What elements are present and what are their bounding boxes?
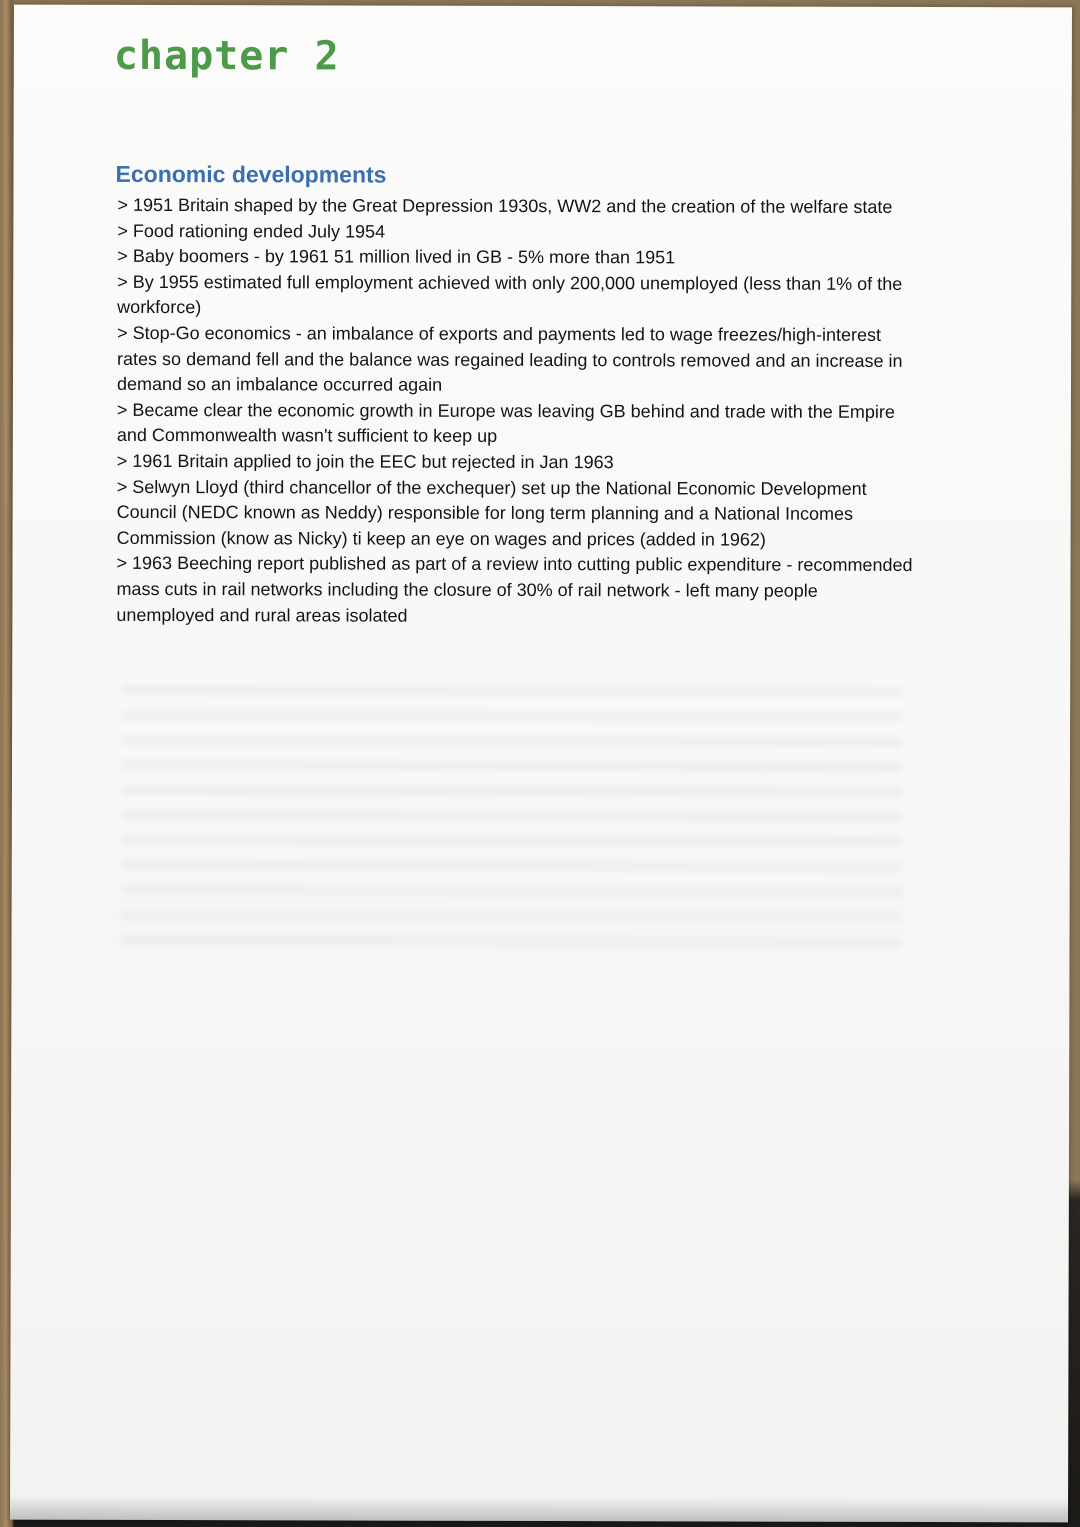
note-item: > 1951 Britain shaped by the Great Depression 1930s, WW2 and the creation of the welfare state [117,194,893,217]
note-item: > Baby boomers - by 1961 51 million lived in GB - 5% more than 1951 [117,246,676,268]
note-item: > 1963 Beeching report published as part of a review into cutting public expenditure - recommended mass cuts in rail networks including the closure of 30% of rail network - left many people unemployed and rural areas isolated [116,553,913,626]
show-through-text [121,675,902,957]
page-shadow [10,1496,1068,1523]
notes-list [116,193,917,630]
section-heading: Economic developments [115,160,387,188]
note-item: > By 1955 estimated full employment achieved with only 200,000 unemployed (less than 1% of the workforce) [117,271,903,318]
paper-sheet [10,5,1072,1523]
chapter-title: chapter 2 [113,32,340,80]
note-item: > Food rationing ended July 1954 [117,220,386,242]
note-item: > 1961 Britain applied to join the EEC but rejected in Jan 1963 [116,450,614,473]
note-item: > Became clear the economic growth in Europe was leaving GB behind and trade with the Empire and Commonwealth wasn't sufficient to keep up [116,399,895,447]
note-item: > Selwyn Lloyd (third chancellor of the exchequer) set up the National Economic Development Council (NEDC known as Neddy) responsible for long term planning and a National Incomes Commission (know as Nicky) ti keep an eye on wages and prices (added in 1962) [116,476,867,550]
note-item: > Stop-Go economics - an imbalance of exports and payments led to wage freezes/high-interest rates so demand fell and the balance was regained leading to controls removed and an increase in demand so an imbalance occurred again [116,322,903,395]
